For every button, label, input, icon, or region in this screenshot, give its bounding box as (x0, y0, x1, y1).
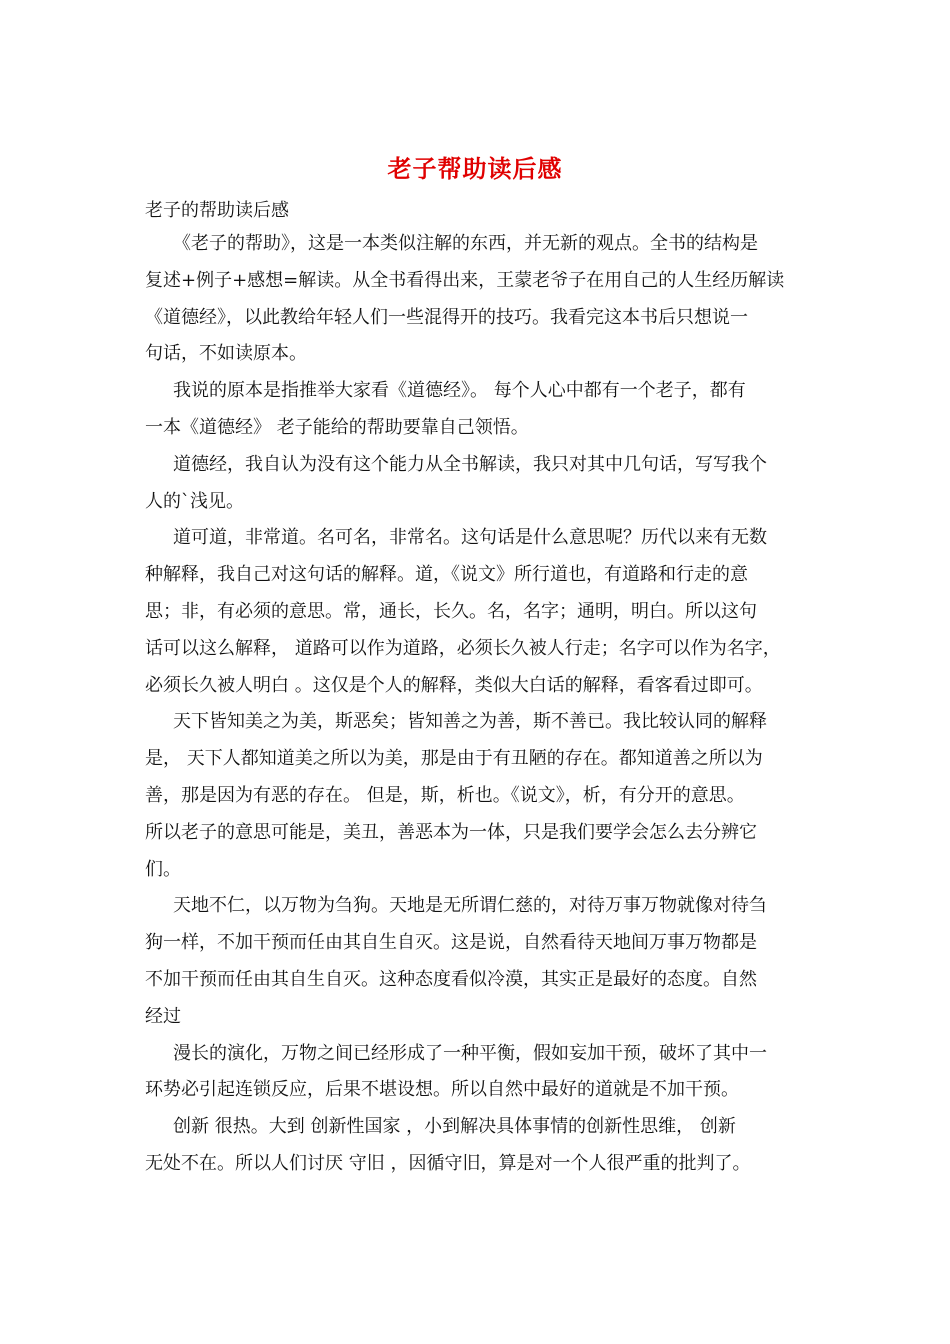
text-line: 天地不仁，以万物为刍狗。天地是无所谓仁慈的，对待万事万物就像对待刍 (173, 895, 767, 917)
text-line: 无处不在。所以人们讨厌 守旧 ，因循守旧，算是对一个人很严重的批判了。 (145, 1152, 751, 1174)
text-line: 天下皆知美之为美，斯恶矣；皆知善之为善，斯不善已。我比较认同的解释 (173, 711, 767, 733)
text-line: 所以老子的意思可能是，美丑，善恶本为一体，只是我们要学会怎么去分辨它 (145, 821, 757, 843)
text-line: 创新 很热。大到 创新性国家 ，小到解决具体事情的创新性思维， 创新 (173, 1116, 736, 1138)
text-line: 们。 (145, 858, 181, 880)
text-line: 人的`浅见。 (145, 490, 244, 512)
text-line: 必须长久被人明白 。这仅是个人的解释，类似大白话的解释，看客看过即可。 (145, 674, 763, 696)
document-subtitle: 老子的帮助读后感 (145, 200, 289, 221)
text-line: 我说的原本是指推举大家看《道德经》。 每个人心中都有一个老子，都有 (173, 380, 746, 402)
text-line: 环势必引起连锁反应，后果不堪设想。所以自然中最好的道就是不加干预。 (145, 1079, 739, 1101)
text-line: 漫长的演化，万物之间已经形成了一种平衡，假如妄加干预，破坏了其中一 (173, 1042, 767, 1064)
text-line: 道可道，非常道。名可名，非常名。这句话是什么意思呢？历代以来有无数 (173, 527, 767, 549)
text-line: 道德经，我自认为没有这个能力从全书解读，我只对其中几句话，写写我个 (173, 453, 767, 475)
text-line: 复述+例子+感想=解读。从全书看得出来，王蒙老爷子在用自己的人生经历解读 (145, 269, 785, 291)
text-line: 一本《道德经》 老子能给的帮助要靠自己领悟。 (145, 416, 529, 438)
text-line: 是， 天下人都知道美之所以为美，那是由于有丑陋的存在。都知道善之所以为 (145, 748, 763, 770)
document-body (145, 226, 815, 1183)
text-line: 不加干预而任由其自生自灭。这种态度看似冷漠，其实正是最好的态度。自然 (145, 968, 757, 990)
text-line: 种解释，我自己对这句话的解释。道，《说文》所行道也，有道路和行走的意 (145, 564, 748, 586)
text-line: 《道德经》，以此教给年轻人们一些混得开的技巧。我看完这本书后只想说一 (145, 306, 748, 328)
text-line: 善，那是因为有恶的存在。 但是，斯，析也。《说文》，析，有分开的意思。 (145, 784, 745, 806)
text-line: 狗一样，不加干预而任由其自生自灭。这是说，自然看待天地间万事万物都是 (145, 932, 757, 954)
text-line: 话可以这么解释， 道路可以作为道路，必须长久被人行走；名字可以作为名字， (145, 637, 781, 659)
document-title: 老子帮助读后感 (387, 154, 563, 183)
text-line: 句话，不如读原本。 (145, 343, 307, 365)
text-line: 《老子的帮助》，这是一本类似注解的东西，并无新的观点。全书的结构是 (173, 233, 758, 254)
text-line: 思；非，有必须的意思。常，通长，长久。名，名字；通明，明白。所以这句 (145, 600, 757, 622)
text-line: 经过 (145, 1005, 181, 1027)
